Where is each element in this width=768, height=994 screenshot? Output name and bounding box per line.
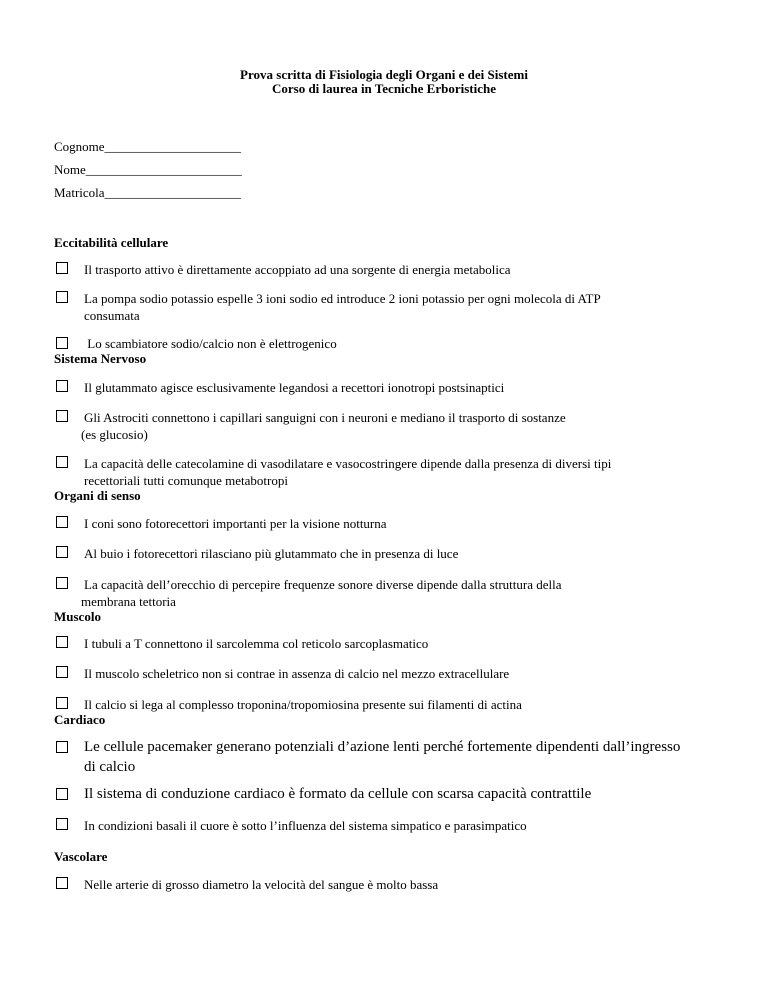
matricola-field[interactable]: Matricola_____________________ <box>54 185 242 200</box>
checkbox-q16[interactable] <box>56 877 68 889</box>
checkbox-q15[interactable] <box>56 818 68 830</box>
checkbox-q4[interactable] <box>56 380 68 392</box>
question-q10: I tubuli a T connettono il sarcolemma col reticolo sarcoplasmatico <box>84 636 429 651</box>
nome-field[interactable]: Nome________________________ <box>54 162 242 177</box>
question-q11: Il muscolo scheletrico non si contrae in assenza di calcio nel mezzo extracellulare <box>84 666 510 681</box>
section-nervoso: Sistema Nervoso <box>54 351 147 366</box>
checkbox-q10[interactable] <box>56 636 68 648</box>
section-vascolare: Vascolare <box>54 849 108 864</box>
checkbox-q6[interactable] <box>56 456 68 468</box>
checkbox-q2[interactable] <box>56 291 68 303</box>
question-q8: Al buio i fotorecettori rilasciano più glutammato che in presenza di luce <box>84 546 459 561</box>
question-q6-line1: La capacità delle catecolamine di vasodilatare e vasocostringere dipende dalla presenza di diversi tipi <box>84 456 612 471</box>
section-cardiaco: Cardiaco <box>54 712 106 727</box>
checkbox-q13[interactable] <box>56 741 68 753</box>
question-q9-line1: La capacità dell’orecchio di percepire frequenze sonore diverse dipende dalla struttura della <box>84 577 562 592</box>
question-q5-line2: (es glucosio) <box>81 427 148 442</box>
question-q3: Lo scambiatore sodio/calcio non è elettrogenico <box>84 336 337 351</box>
question-q5-line1: Gli Astrociti connettono i capillari sanguigni con i neuroni e mediano il trasporto di sostanze <box>84 410 566 425</box>
section-senso: Organi di senso <box>54 488 141 503</box>
question-q2-line1: La pompa sodio potassio espelle 3 ioni sodio ed introduce 2 ioni potassio per ogni molecola di ATP <box>84 291 601 306</box>
checkbox-q1[interactable] <box>56 262 68 274</box>
question-q13-line1: Le cellule pacemaker generano potenziali d’azione lenti perché fortemente dipendenti dall’ingresso <box>84 739 681 755</box>
checkbox-q7[interactable] <box>56 516 68 528</box>
question-q6-line2: recettoriali tutti comunque metabotropi <box>84 473 288 488</box>
section-muscolo: Muscolo <box>54 609 101 624</box>
question-q12: Il calcio si lega al complesso troponina/tropomiosina presente sui filamenti di actina <box>84 697 522 712</box>
checkbox-q9[interactable] <box>56 577 68 589</box>
course-subtitle: Corso di laurea in Tecniche Erboristiche <box>271 81 496 96</box>
checkbox-q11[interactable] <box>56 666 68 678</box>
question-q2-line2: consumata <box>84 308 140 323</box>
question-q16: Nelle arterie di grosso diametro la velocità del sangue è molto bassa <box>84 877 439 892</box>
checkbox-q14[interactable] <box>56 788 68 800</box>
question-q14: Il sistema di conduzione cardiaco è formato da cellule con scarsa capacità contrattile <box>84 786 592 802</box>
checkbox-q12[interactable] <box>56 697 68 709</box>
checkbox-q8[interactable] <box>56 546 68 558</box>
question-q1: Il trasporto attivo è direttamente accoppiato ad una sorgente di energia metabolica <box>84 262 511 277</box>
checkbox-q3[interactable] <box>56 337 68 349</box>
question-q7: I coni sono fotorecettori importanti per la visione notturna <box>84 516 387 531</box>
cognome-field[interactable]: Cognome_____________________ <box>54 139 242 154</box>
question-q4: Il glutammato agisce esclusivamente legandosi a recettori ionotropi postsinaptici <box>84 380 505 395</box>
exam-title: Prova scritta di Fisiologia degli Organi e dei Sistemi <box>240 67 528 82</box>
question-q15: In condizioni basali il cuore è sotto l’influenza del sistema simpatico e parasimpatico <box>84 818 527 833</box>
question-q13-line2: di calcio <box>84 759 136 775</box>
question-q9-line2: membrana tettoria <box>81 594 176 609</box>
section-eccitabilita: Eccitabilità cellulare <box>54 235 169 250</box>
checkbox-q5[interactable] <box>56 410 68 422</box>
